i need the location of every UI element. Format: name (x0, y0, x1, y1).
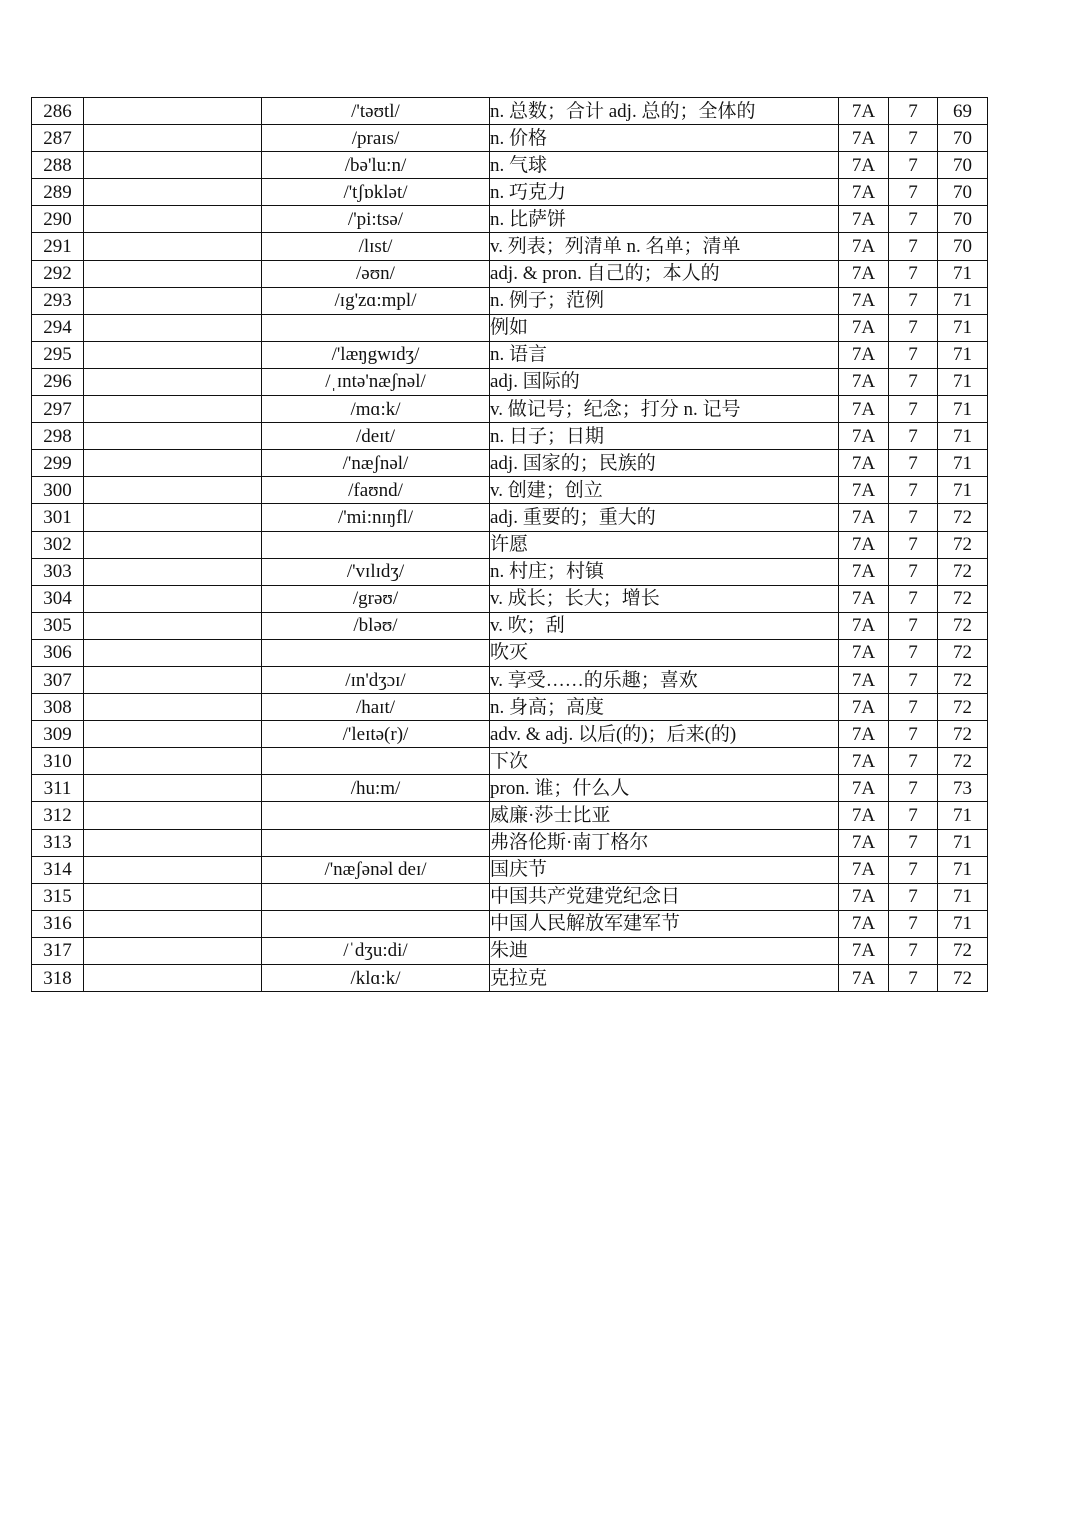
table-row (32, 396, 988, 423)
unit-cell: 7 (889, 206, 938, 233)
phonetic-cell: /ˌɪntə'næʃnəl/ (262, 368, 490, 395)
unit-cell: 7 (889, 314, 938, 341)
grade-cell: 7A (839, 287, 889, 314)
table-row (32, 965, 988, 992)
word-cell (84, 856, 262, 883)
meaning-cell: adj. 重要的；重大的 (490, 504, 839, 531)
row-number: 314 (32, 856, 84, 883)
table-row (32, 450, 988, 477)
vocabulary-table (31, 97, 988, 992)
row-number: 289 (32, 179, 84, 206)
unit-cell: 7 (889, 965, 938, 992)
meaning-cell: v. 创建；创立 (490, 477, 839, 504)
meaning-cell: adj. & pron. 自己的；本人的 (490, 260, 839, 287)
word-cell (84, 396, 262, 423)
word-cell (84, 666, 262, 693)
page-cell: 72 (938, 937, 988, 964)
unit-cell: 7 (889, 883, 938, 910)
grade-cell: 7A (839, 314, 889, 341)
table-row (32, 639, 988, 666)
page-cell: 72 (938, 666, 988, 693)
page-cell: 71 (938, 314, 988, 341)
page-cell: 71 (938, 856, 988, 883)
unit-cell: 7 (889, 531, 938, 558)
unit-cell: 7 (889, 612, 938, 639)
word-cell (84, 721, 262, 748)
meaning-cell: 许愿 (490, 531, 839, 558)
grade-cell: 7A (839, 639, 889, 666)
row-number: 315 (32, 883, 84, 910)
grade-cell: 7A (839, 396, 889, 423)
word-cell (84, 341, 262, 368)
word-cell (84, 152, 262, 179)
word-cell (84, 260, 262, 287)
row-number: 293 (32, 287, 84, 314)
meaning-cell: v. 成长；长大；增长 (490, 585, 839, 612)
meaning-cell: 克拉克 (490, 965, 839, 992)
page-cell: 71 (938, 341, 988, 368)
grade-cell: 7A (839, 125, 889, 152)
row-number: 295 (32, 341, 84, 368)
table-row (32, 612, 988, 639)
grade-cell: 7A (839, 531, 889, 558)
meaning-cell: 吹灭 (490, 639, 839, 666)
unit-cell: 7 (889, 450, 938, 477)
row-number: 310 (32, 748, 84, 775)
meaning-cell: n. 身高；高度 (490, 694, 839, 721)
table-row (32, 585, 988, 612)
meaning-cell: v. 做记号；纪念；打分 n. 记号 (490, 396, 839, 423)
grade-cell: 7A (839, 341, 889, 368)
table-row (32, 856, 988, 883)
word-cell (84, 829, 262, 856)
table-row (32, 152, 988, 179)
grade-cell: 7A (839, 721, 889, 748)
unit-cell: 7 (889, 98, 938, 125)
phonetic-cell: /lɪst/ (262, 233, 490, 260)
phonetic-cell (262, 314, 490, 341)
page-cell: 71 (938, 910, 988, 937)
word-cell (84, 612, 262, 639)
phonetic-cell: /mɑ:k/ (262, 396, 490, 423)
table-row (32, 694, 988, 721)
grade-cell: 7A (839, 477, 889, 504)
row-number: 317 (32, 937, 84, 964)
meaning-cell: v. 享受……的乐趣；喜欢 (490, 666, 839, 693)
word-cell (84, 639, 262, 666)
word-cell (84, 450, 262, 477)
meaning-cell: 朱迪 (490, 937, 839, 964)
grade-cell: 7A (839, 152, 889, 179)
unit-cell: 7 (889, 396, 938, 423)
table-row (32, 666, 988, 693)
unit-cell: 7 (889, 694, 938, 721)
word-cell (84, 98, 262, 125)
table-row (32, 802, 988, 829)
unit-cell: 7 (889, 179, 938, 206)
page-cell: 72 (938, 612, 988, 639)
row-number: 291 (32, 233, 84, 260)
table-row (32, 721, 988, 748)
page-cell: 72 (938, 694, 988, 721)
phonetic-cell: /'pi:tsə/ (262, 206, 490, 233)
page-cell: 70 (938, 179, 988, 206)
unit-cell: 7 (889, 585, 938, 612)
table-row (32, 504, 988, 531)
table-row (32, 98, 988, 125)
unit-cell: 7 (889, 504, 938, 531)
word-cell (84, 694, 262, 721)
row-number: 288 (32, 152, 84, 179)
unit-cell: 7 (889, 477, 938, 504)
unit-cell: 7 (889, 802, 938, 829)
word-cell (84, 423, 262, 450)
page-cell: 71 (938, 450, 988, 477)
word-cell (84, 965, 262, 992)
phonetic-cell (262, 883, 490, 910)
phonetic-cell: /'təʊtl/ (262, 98, 490, 125)
page-cell: 70 (938, 125, 988, 152)
phonetic-cell: /ˈdʒu:di/ (262, 937, 490, 964)
meaning-cell: n. 日子；日期 (490, 423, 839, 450)
row-number: 294 (32, 314, 84, 341)
table-row (32, 910, 988, 937)
word-cell (84, 477, 262, 504)
meaning-cell: n. 语言 (490, 341, 839, 368)
phonetic-cell: /'læŋgwɪdʒ/ (262, 341, 490, 368)
unit-cell: 7 (889, 721, 938, 748)
grade-cell: 7A (839, 558, 889, 585)
phonetic-cell: /praɪs/ (262, 125, 490, 152)
phonetic-cell: /ɪg'zɑ:mpl/ (262, 287, 490, 314)
grade-cell: 7A (839, 829, 889, 856)
phonetic-cell (262, 910, 490, 937)
row-number: 300 (32, 477, 84, 504)
phonetic-cell (262, 531, 490, 558)
row-number: 299 (32, 450, 84, 477)
page-cell: 70 (938, 206, 988, 233)
row-number: 304 (32, 585, 84, 612)
grade-cell: 7A (839, 856, 889, 883)
meaning-cell: n. 村庄；村镇 (490, 558, 839, 585)
row-number: 311 (32, 775, 84, 802)
phonetic-cell: /'vɪlɪdʒ/ (262, 558, 490, 585)
phonetic-cell: /əʊn/ (262, 260, 490, 287)
unit-cell: 7 (889, 125, 938, 152)
row-number: 287 (32, 125, 84, 152)
grade-cell: 7A (839, 802, 889, 829)
meaning-cell: 弗洛伦斯·南丁格尔 (490, 829, 839, 856)
table-row (32, 477, 988, 504)
phonetic-cell: /bləʊ/ (262, 612, 490, 639)
meaning-cell: adj. 国家的；民族的 (490, 450, 839, 477)
meaning-cell: n. 巧克力 (490, 179, 839, 206)
table-row (32, 748, 988, 775)
word-cell (84, 748, 262, 775)
table-row (32, 558, 988, 585)
row-number: 305 (32, 612, 84, 639)
page-cell: 71 (938, 883, 988, 910)
meaning-cell: v. 吹；刮 (490, 612, 839, 639)
row-number: 303 (32, 558, 84, 585)
table-row (32, 206, 988, 233)
row-number: 298 (32, 423, 84, 450)
row-number: 302 (32, 531, 84, 558)
word-cell (84, 125, 262, 152)
meaning-cell: n. 总数；合计 adj. 总的；全体的 (490, 98, 839, 125)
meaning-cell: 中国共产党建党纪念日 (490, 883, 839, 910)
phonetic-cell: /'næʃənəl deɪ/ (262, 856, 490, 883)
phonetic-cell: /'mi:nɪŋfl/ (262, 504, 490, 531)
unit-cell: 7 (889, 910, 938, 937)
page-cell: 71 (938, 829, 988, 856)
meaning-cell: adj. 国际的 (490, 368, 839, 395)
page-cell: 71 (938, 423, 988, 450)
table-row (32, 314, 988, 341)
word-cell (84, 368, 262, 395)
page-cell: 69 (938, 98, 988, 125)
table-row (32, 287, 988, 314)
word-cell (84, 802, 262, 829)
table-row (32, 829, 988, 856)
word-cell (84, 504, 262, 531)
page-cell: 71 (938, 396, 988, 423)
unit-cell: 7 (889, 260, 938, 287)
grade-cell: 7A (839, 98, 889, 125)
page-cell: 71 (938, 260, 988, 287)
table-row (32, 883, 988, 910)
phonetic-cell (262, 639, 490, 666)
word-cell (84, 179, 262, 206)
meaning-cell: n. 气球 (490, 152, 839, 179)
unit-cell: 7 (889, 423, 938, 450)
grade-cell: 7A (839, 937, 889, 964)
grade-cell: 7A (839, 694, 889, 721)
grade-cell: 7A (839, 179, 889, 206)
page-cell: 72 (938, 639, 988, 666)
page-cell: 70 (938, 152, 988, 179)
unit-cell: 7 (889, 233, 938, 260)
meaning-cell: n. 比萨饼 (490, 206, 839, 233)
unit-cell: 7 (889, 775, 938, 802)
word-cell (84, 287, 262, 314)
row-number: 312 (32, 802, 84, 829)
page-cell: 72 (938, 721, 988, 748)
row-number: 316 (32, 910, 84, 937)
meaning-cell: 国庆节 (490, 856, 839, 883)
grade-cell: 7A (839, 423, 889, 450)
table-row (32, 341, 988, 368)
page-cell: 71 (938, 802, 988, 829)
grade-cell: 7A (839, 260, 889, 287)
table-row (32, 775, 988, 802)
word-cell (84, 233, 262, 260)
meaning-cell: pron. 谁；什么人 (490, 775, 839, 802)
meaning-cell: v. 列表；列清单 n. 名单；清单 (490, 233, 839, 260)
grade-cell: 7A (839, 883, 889, 910)
page-cell: 72 (938, 585, 988, 612)
phonetic-cell: /klɑ:k/ (262, 965, 490, 992)
unit-cell: 7 (889, 666, 938, 693)
row-number: 286 (32, 98, 84, 125)
unit-cell: 7 (889, 639, 938, 666)
grade-cell: 7A (839, 612, 889, 639)
phonetic-cell: /bə'lu:n/ (262, 152, 490, 179)
grade-cell: 7A (839, 965, 889, 992)
page-cell: 71 (938, 287, 988, 314)
unit-cell: 7 (889, 748, 938, 775)
grade-cell: 7A (839, 910, 889, 937)
meaning-cell: n. 价格 (490, 125, 839, 152)
vocabulary-table-body (32, 98, 988, 992)
page-cell: 72 (938, 504, 988, 531)
row-number: 296 (32, 368, 84, 395)
word-cell (84, 910, 262, 937)
unit-cell: 7 (889, 856, 938, 883)
row-number: 297 (32, 396, 84, 423)
word-cell (84, 314, 262, 341)
row-number: 308 (32, 694, 84, 721)
page-cell: 72 (938, 531, 988, 558)
row-number: 306 (32, 639, 84, 666)
row-number: 292 (32, 260, 84, 287)
grade-cell: 7A (839, 748, 889, 775)
word-cell (84, 585, 262, 612)
phonetic-cell: /deɪt/ (262, 423, 490, 450)
page-cell: 73 (938, 775, 988, 802)
meaning-cell: 威廉·莎士比亚 (490, 802, 839, 829)
table-row (32, 368, 988, 395)
word-cell (84, 883, 262, 910)
unit-cell: 7 (889, 829, 938, 856)
page-cell: 70 (938, 233, 988, 260)
unit-cell: 7 (889, 152, 938, 179)
word-cell (84, 775, 262, 802)
grade-cell: 7A (839, 775, 889, 802)
page-cell: 72 (938, 558, 988, 585)
grade-cell: 7A (839, 368, 889, 395)
meaning-cell: 中国人民解放军建军节 (490, 910, 839, 937)
row-number: 309 (32, 721, 84, 748)
word-cell (84, 558, 262, 585)
grade-cell: 7A (839, 233, 889, 260)
unit-cell: 7 (889, 341, 938, 368)
page-cell: 71 (938, 368, 988, 395)
table-row (32, 233, 988, 260)
row-number: 290 (32, 206, 84, 233)
word-cell (84, 937, 262, 964)
word-cell (84, 206, 262, 233)
table-row (32, 531, 988, 558)
grade-cell: 7A (839, 450, 889, 477)
page-cell: 72 (938, 965, 988, 992)
phonetic-cell: /faʊnd/ (262, 477, 490, 504)
table-row (32, 125, 988, 152)
phonetic-cell: /grəʊ/ (262, 585, 490, 612)
row-number: 313 (32, 829, 84, 856)
unit-cell: 7 (889, 558, 938, 585)
meaning-cell: 例如 (490, 314, 839, 341)
unit-cell: 7 (889, 368, 938, 395)
grade-cell: 7A (839, 666, 889, 693)
table-row (32, 179, 988, 206)
phonetic-cell: /haɪt/ (262, 694, 490, 721)
phonetic-cell: /'leɪtə(r)/ (262, 721, 490, 748)
grade-cell: 7A (839, 585, 889, 612)
phonetic-cell: /ɪn'dʒɔɪ/ (262, 666, 490, 693)
page-cell: 72 (938, 748, 988, 775)
meaning-cell: 下次 (490, 748, 839, 775)
unit-cell: 7 (889, 937, 938, 964)
grade-cell: 7A (839, 504, 889, 531)
phonetic-cell (262, 802, 490, 829)
unit-cell: 7 (889, 287, 938, 314)
meaning-cell: adv. & adj. 以后(的)；后来(的) (490, 721, 839, 748)
table-row (32, 260, 988, 287)
phonetic-cell: /'næʃnəl/ (262, 450, 490, 477)
phonetic-cell: /hu:m/ (262, 775, 490, 802)
meaning-cell: n. 例子；范例 (490, 287, 839, 314)
row-number: 318 (32, 965, 84, 992)
word-cell (84, 531, 262, 558)
phonetic-cell (262, 829, 490, 856)
table-row (32, 423, 988, 450)
phonetic-cell: /'tʃɒklət/ (262, 179, 490, 206)
row-number: 301 (32, 504, 84, 531)
phonetic-cell (262, 748, 490, 775)
row-number: 307 (32, 666, 84, 693)
page-cell: 71 (938, 477, 988, 504)
grade-cell: 7A (839, 206, 889, 233)
table-row (32, 937, 988, 964)
